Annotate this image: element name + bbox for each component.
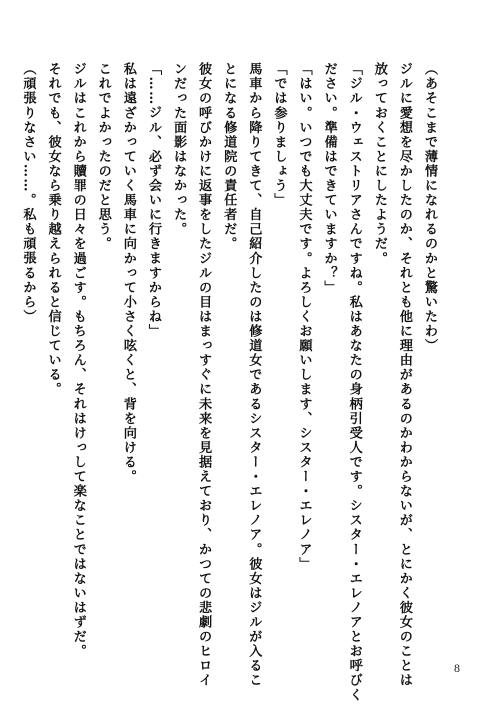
text-line: これでよかったのだと思う。 xyxy=(95,62,111,252)
text-line: 「では参りましょう」 xyxy=(271,62,287,208)
text-line: ジルに愛想を尽かしたのか、それとも他に理由があるのかわからないが、とにかく彼女のことは xyxy=(396,62,412,688)
text-line: 「はい。いつでも大丈夫です。よろしくお願いします、シスター・エレノア」 xyxy=(296,62,312,572)
text-line: 彼女の呼びかけに返事をしたジルの目はまっすぐに未来を見据えており、かつての悲劇のヒロイ xyxy=(196,62,212,688)
page-number: 8 xyxy=(454,661,460,675)
text-line: （頑張りなさい……。私も頑張るから） xyxy=(20,62,36,324)
text-line: 「……ジル、必ず会いに行きますからね」 xyxy=(145,62,161,339)
vertical-text-body xyxy=(15,62,442,703)
text-line: 放っておくことにしたようだ。 xyxy=(371,62,387,266)
text-line: それでも、彼女なら乗り越えられると信じている。 xyxy=(45,62,61,397)
text-line: とになる修道院の責任者だ。 xyxy=(221,62,237,252)
text-line: ンだった面影はなかった。 xyxy=(171,62,187,237)
text-line: （あそこまで薄情になれるのかと驚いたわ） xyxy=(422,62,437,353)
text-line: 「ジル・ウェストリアさんですね。私はあなたの身柄引受人です。シスター・エレノアとお呼びく xyxy=(346,62,362,703)
text-line: ださい。準備はできていますか？」 xyxy=(321,62,337,295)
text-line: 馬車から降りてきて、自己紹介したのは修道女であるシスター・エレノア。彼女はジルが入るこ xyxy=(246,62,262,688)
text-line: ジルはこれから贖罪の日々を過ごす。もちろん、それはけっして楽なことではないはずだ。 xyxy=(70,62,86,659)
text-line: 私は遠ざかっていく馬車に向かって小さく呟くと、背を向ける。 xyxy=(120,62,136,484)
